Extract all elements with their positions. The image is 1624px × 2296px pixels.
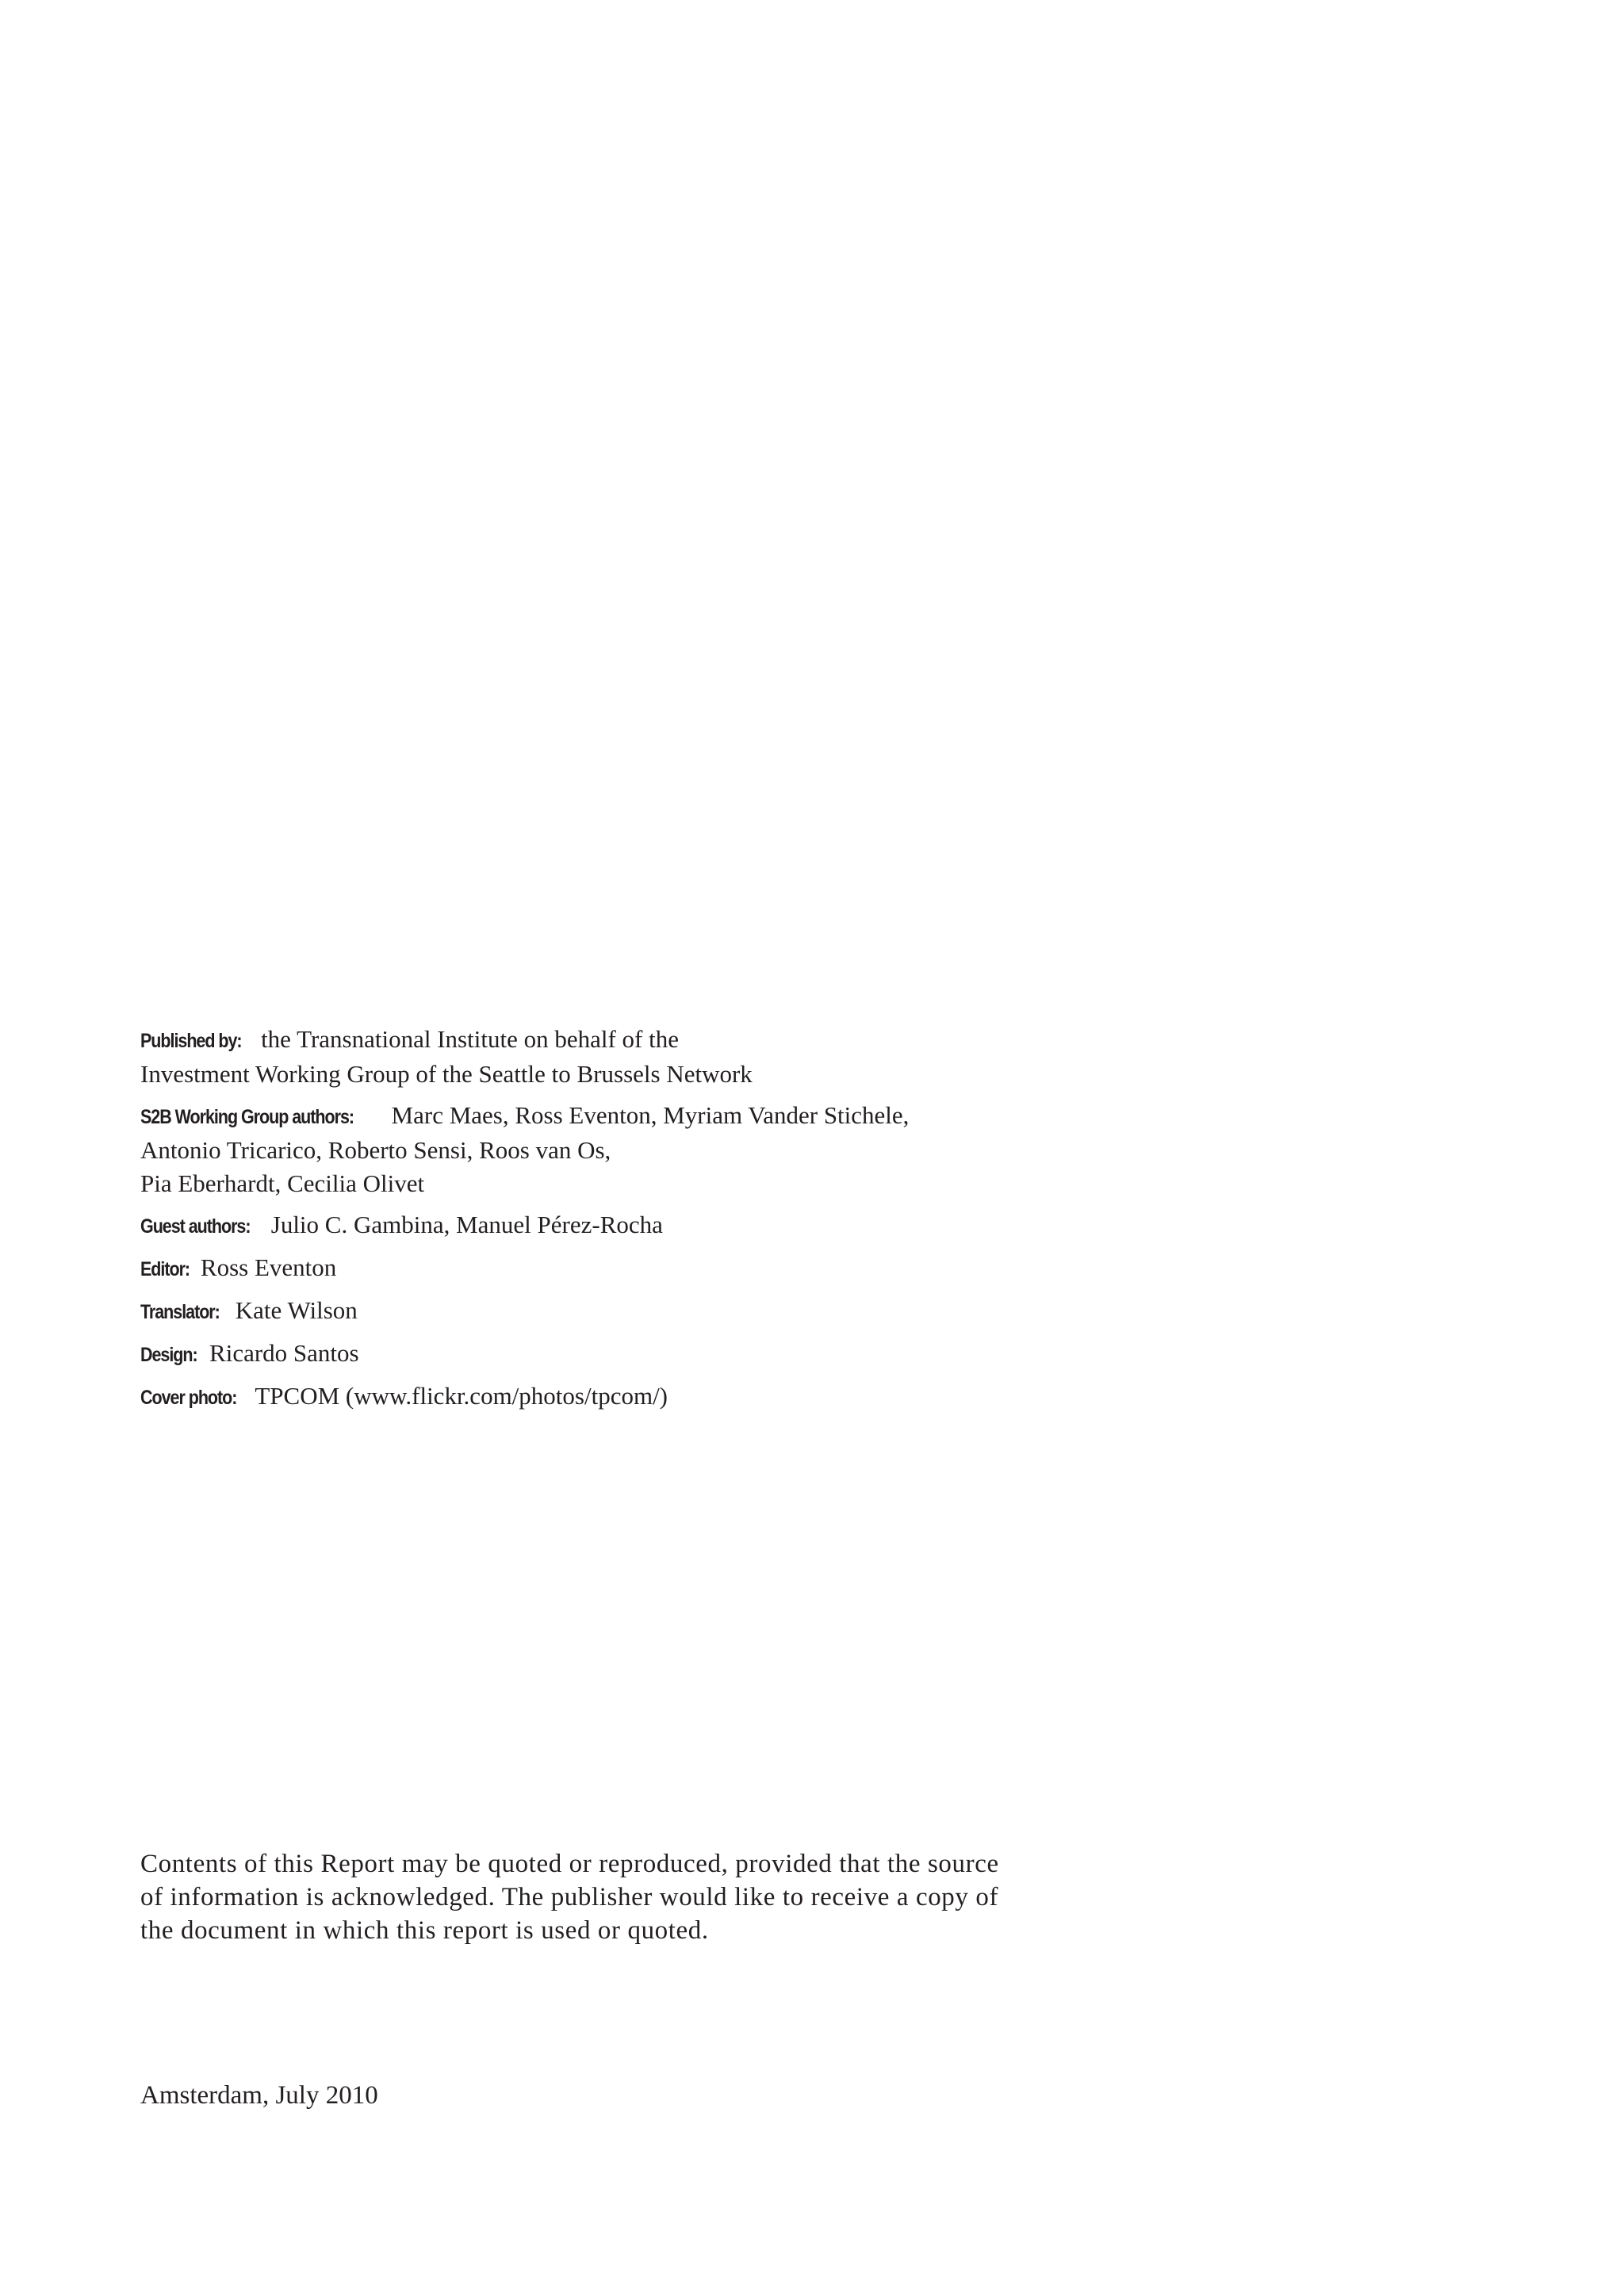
place-and-date: Amsterdam, July 2010 — [140, 2081, 378, 2110]
credit-guest-authors — [140, 1208, 1171, 1243]
credit-label: S2B Working Group authors: — [140, 1106, 354, 1128]
credit-value: TPCOM (www.flickr.com/photos/tpcom/) — [255, 1382, 668, 1410]
credit-label: Guest authors: — [140, 1215, 251, 1238]
credit-label: Design: — [140, 1344, 197, 1366]
credit-label: Editor: — [140, 1258, 190, 1280]
reproduction-notice: Contents of this Report may be quoted or reproduced, provided that the source of information is acknowledged. The publisher would like to receive a copy of the document in which this report is used or quoted. — [140, 1850, 999, 1945]
credit-value: Ross Eventon — [200, 1253, 337, 1281]
credit-working-group-authors — [140, 1099, 1171, 1200]
credit-value: Kate Wilson — [235, 1296, 358, 1324]
credit-value: Julio C. Gambina, Manuel Pérez-Rocha — [270, 1211, 663, 1238]
credit-value: Marc Maes, Ross Eventon, Myriam Vander Stichele, Antonio Tricarico, Roberto Sensi, Roos van Os, Pia Eberhardt, Cecilia Olivet — [140, 1101, 910, 1197]
credit-value: the Transnational Institute on behalf of the Investment Working Group of the Seattle to Brussels Network — [140, 1025, 753, 1088]
credit-label: Published by: — [140, 1030, 242, 1052]
credit-design — [140, 1337, 1171, 1372]
credits-block — [140, 1023, 1171, 1422]
credit-label: Translator: — [140, 1301, 220, 1323]
credit-value: Ricardo Santos — [209, 1339, 359, 1367]
credit-published-by — [140, 1023, 1171, 1091]
credit-label: Cover photo: — [140, 1387, 237, 1409]
credit-cover-photo — [140, 1380, 1171, 1414]
credit-translator — [140, 1294, 1171, 1329]
credit-editor — [140, 1251, 1171, 1286]
